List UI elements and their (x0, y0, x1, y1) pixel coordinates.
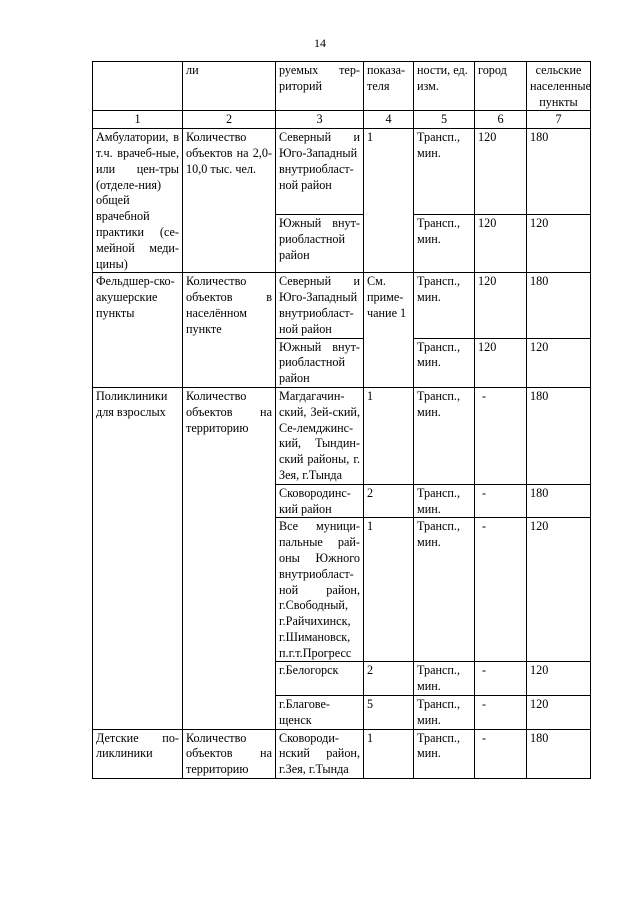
table-row (93, 387, 591, 484)
indicator-cell: Количество объектов на территорию (183, 387, 276, 729)
value-cell: 1 (364, 387, 414, 484)
header-cell-4: показа-теля (364, 62, 414, 111)
col-number-3: 3 (276, 111, 364, 129)
city-dash: - (482, 730, 487, 745)
table-row (93, 129, 591, 215)
value-cell: 2 (364, 484, 414, 518)
city-dash: - (482, 388, 487, 403)
city-dash: - (482, 663, 487, 678)
rural-cell: 180 (527, 387, 591, 484)
city-cell (475, 387, 527, 484)
city-cell (475, 484, 527, 518)
territory-cell: Южный внут-риобластной район (276, 338, 364, 387)
col-number-2: 2 (183, 111, 276, 129)
city-cell: 120 (475, 129, 527, 215)
city-dash: - (482, 519, 487, 534)
column-number-row (93, 111, 591, 129)
city-dash: - (482, 697, 487, 712)
value-cell: 5 (364, 696, 414, 730)
territory-cell: г.Благове-щенск (276, 696, 364, 730)
territory-cell: Сковороди-нский район, г.Зея, г.Тында (276, 729, 364, 778)
col-number-7: 7 (527, 111, 591, 129)
facility-name-cell: Поликлиники для взрослых (93, 387, 183, 729)
unit-cell: Трансп., мин. (414, 484, 475, 518)
value-cell: 2 (364, 662, 414, 696)
unit-cell: Трансп., мин. (414, 729, 475, 778)
unit-cell: Трансп., мин. (414, 662, 475, 696)
territory-cell: Все муници-пальные рай-оны Южного внутриобласт-ной район, г.Свободный, г.Райчихинск, г.Шимановск, п.г.т.Прогресс (276, 518, 364, 662)
rural-cell: 180 (527, 129, 591, 215)
city-cell: 120 (475, 338, 527, 387)
page-number: 14 (314, 36, 326, 50)
header-cell-6: город (475, 62, 527, 111)
rural-cell: 120 (527, 518, 591, 662)
city-cell: 120 (475, 215, 527, 273)
unit-cell: Трансп., мин. (414, 518, 475, 662)
city-cell (475, 518, 527, 662)
header-cell-1 (93, 62, 183, 111)
header-row (93, 62, 591, 111)
city-cell (475, 696, 527, 730)
city-cell (475, 729, 527, 778)
header-cell-7: сельские населенные пункты (527, 62, 591, 111)
unit-cell: Трансп., мин. (414, 215, 475, 273)
facility-name-cell: Фельдшер-ско-акушерские пункты (93, 273, 183, 388)
rural-cell: 120 (527, 338, 591, 387)
value-cell: 1 (364, 729, 414, 778)
header-cell-5: ности, ед. изм. (414, 62, 475, 111)
rural-cell: 180 (527, 484, 591, 518)
facility-name-cell: Амбулатории, в т.ч. врачеб-ные, или цен-тры (отделе-ния) общей врачебной практики (се-мейной меди-цины) (93, 129, 183, 273)
rural-cell: 120 (527, 662, 591, 696)
territory-cell: г.Белогорск (276, 662, 364, 696)
territory-cell: Северный и Юго-Западный внутриобласт-ной район (276, 129, 364, 215)
rural-cell: 120 (527, 215, 591, 273)
rural-cell: 180 (527, 273, 591, 338)
unit-cell: Трансп., мин. (414, 129, 475, 215)
value-cell: См. приме-чание 1 (364, 273, 414, 388)
territory-cell: Сковородинс-кий район (276, 484, 364, 518)
header-cell-3: руемых тер-риторий (276, 62, 364, 111)
value-cell: 1 (364, 129, 414, 273)
col-number-1: 1 (93, 111, 183, 129)
rural-cell: 180 (527, 729, 591, 778)
header-cell-2: ли (183, 62, 276, 111)
unit-cell: Трансп., мин. (414, 273, 475, 338)
territory-cell: Южный внут-риобластной район (276, 215, 364, 273)
table-row (93, 273, 591, 338)
rural-cell: 120 (527, 696, 591, 730)
city-cell: 120 (475, 273, 527, 338)
unit-cell: Трансп., мин. (414, 387, 475, 484)
col-number-4: 4 (364, 111, 414, 129)
territory-cell: Северный и Юго-Западный внутриобласт-ной район (276, 273, 364, 338)
col-number-5: 5 (414, 111, 475, 129)
territory-cell: Магдагачин-ский, Зей-ский, Се-лемджинс-кий, Тындин-ский районы, г. Зея, г.Тында (276, 387, 364, 484)
col-number-6: 6 (475, 111, 527, 129)
unit-cell: Трансп., мин. (414, 338, 475, 387)
table-row (93, 729, 591, 778)
city-dash: - (482, 485, 487, 500)
indicator-cell: Количество объектов на 2,0-10,0 тыс. чел. (183, 129, 276, 273)
city-cell (475, 662, 527, 696)
unit-cell: Трансп., мин. (414, 696, 475, 730)
value-cell: 1 (364, 518, 414, 662)
indicator-cell: Количество объектов в населённом пункте (183, 273, 276, 388)
norms-table (92, 61, 591, 779)
indicator-cell: Количество объектов на территорию (183, 729, 276, 778)
facility-name-cell: Детские по-ликлиники (93, 729, 183, 778)
